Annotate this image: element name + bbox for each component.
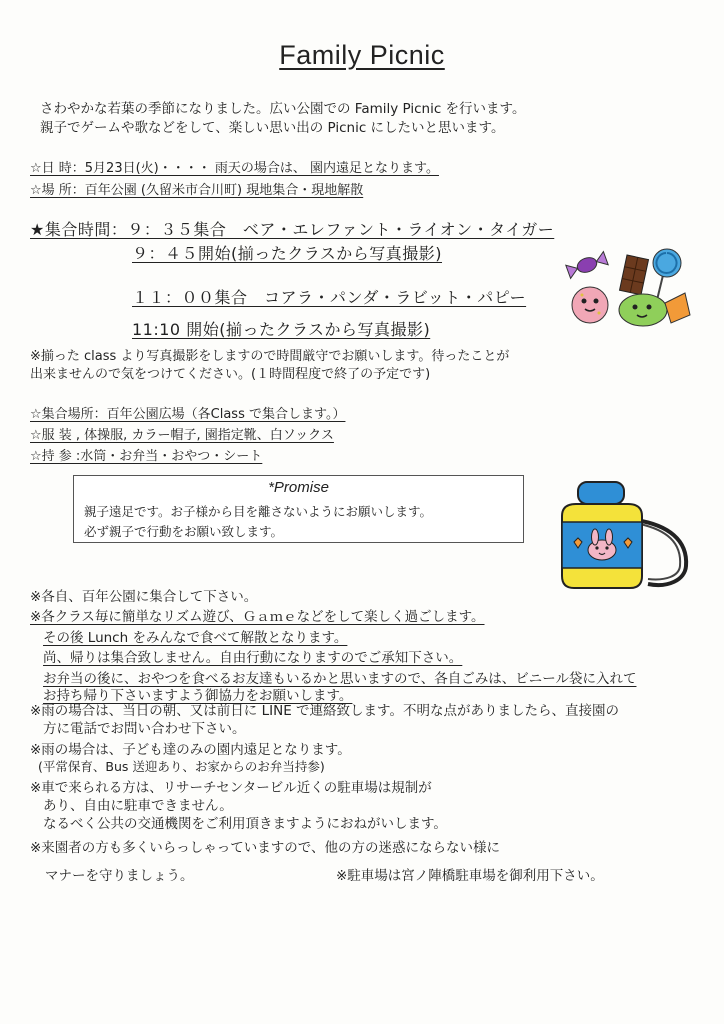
items-to-bring-line: ☆持 参 :水筒・お弁当・おやつ・シート <box>30 449 263 464</box>
intro-line-1: さわやかな若葉の季節になりました。広い公園での Family Picnic を行います。 <box>40 101 526 117</box>
schedule-line-2: ９：４５開始(揃ったクラスから写真撮影) <box>132 244 443 263</box>
promise-box <box>73 475 524 543</box>
schedule-note-2: 出来ませんので気をつけてください。(１時間程度で終了の予定です) <box>30 367 431 382</box>
note-line-11: ※車で来られる方は、リサーチセンタービル近くの駐車場は規制が <box>30 780 432 796</box>
note-line-4: 尚、帰りは集合致しません。自由行動になりますのでご承知下さい。 <box>43 650 463 666</box>
schedule-line-1: ★集合時間：９：３５集合 ベア・エレファント・ライオン・タイガー <box>30 220 555 239</box>
clothing-line: ☆服 装 , 体操服, カラー帽子, 園指定靴、白ソックス <box>30 428 334 443</box>
candy-sweets-illustration <box>565 245 695 330</box>
place-line: ☆場 所：百年公園 (久留米市合川町) 現地集合・現地解散 <box>30 183 364 198</box>
intro-line-2: 親子でゲームや歌などをして、楽しい思い出の Picnic にしたいと思います。 <box>40 120 505 136</box>
note-line-1: ※各自、百年公園に集合して下さい。 <box>30 589 258 605</box>
note-line-13: なるべく公共の交通機関をご利用頂きますようにおねがいします。 <box>43 816 447 832</box>
promise-line-2: 必ず親子で行動をお願い致します。 <box>84 524 284 539</box>
page-title: Family Picnic <box>279 40 445 70</box>
note-line-14: ※来園者の方も多くいらっしゃっていますので、他の方の迷惑にならない様に <box>30 840 501 856</box>
water-bottle-illustration <box>548 480 698 592</box>
note-line-6: お持ち帰り下さいますよう御協力をお願いします。 <box>43 688 353 704</box>
note-line-8: 方に電話でお問い合わせ下さい。 <box>43 721 246 737</box>
note-line-2: ※各クラス毎に簡単なリズム遊び、Ｇａｍｅなどをして楽しく過ごします。 <box>30 609 485 625</box>
note-line-15: マナーを守りましょう。 <box>45 868 194 884</box>
schedule-line-4: 11:10 開始(揃ったクラスから写真撮影) <box>132 320 431 339</box>
meeting-place-line: ☆集合場所：百年公園広場（各Class で集合します。） <box>30 407 346 422</box>
note-line-16: ※駐車場は宮ノ陣橋駐車場を御利用下さい。 <box>336 868 604 884</box>
schedule-note-1: ※揃った class より写真撮影をしますので時間厳守でお願いします。待ったことが <box>30 349 510 364</box>
note-line-7: ※雨の場合は、当日の朝、又は前日に LINE で連絡致します。不明な点がありましたら、直接園の <box>30 703 619 719</box>
schedule-line-3: １１：００集合 コアラ・パンダ・ラビット・パピー <box>132 288 527 307</box>
note-line-10: (平常保育、Bus 送迎あり、お家からのお弁当持参) <box>38 759 325 774</box>
note-line-9: ※雨の場合は、子ども達のみの園内遠足となります。 <box>30 742 351 758</box>
note-line-3: その後 Lunch をみんなで食べて解散となります。 <box>43 630 348 646</box>
note-line-5: お弁当の後に、おやつを食べるお友達もいるかと思いますので、各自ごみは、ビニール袋に入れて <box>43 671 637 687</box>
promise-line-1: 親子遠足です。お子様から目を離さないようにお願いします。 <box>84 504 433 519</box>
date-line: ☆日 時：5月23日(火)・・・・ 雨天の場合は、 園内遠足となります。 <box>30 161 439 176</box>
note-line-12: あり、自由に駐車できません。 <box>43 798 233 814</box>
promise-title: *Promise <box>268 479 329 496</box>
